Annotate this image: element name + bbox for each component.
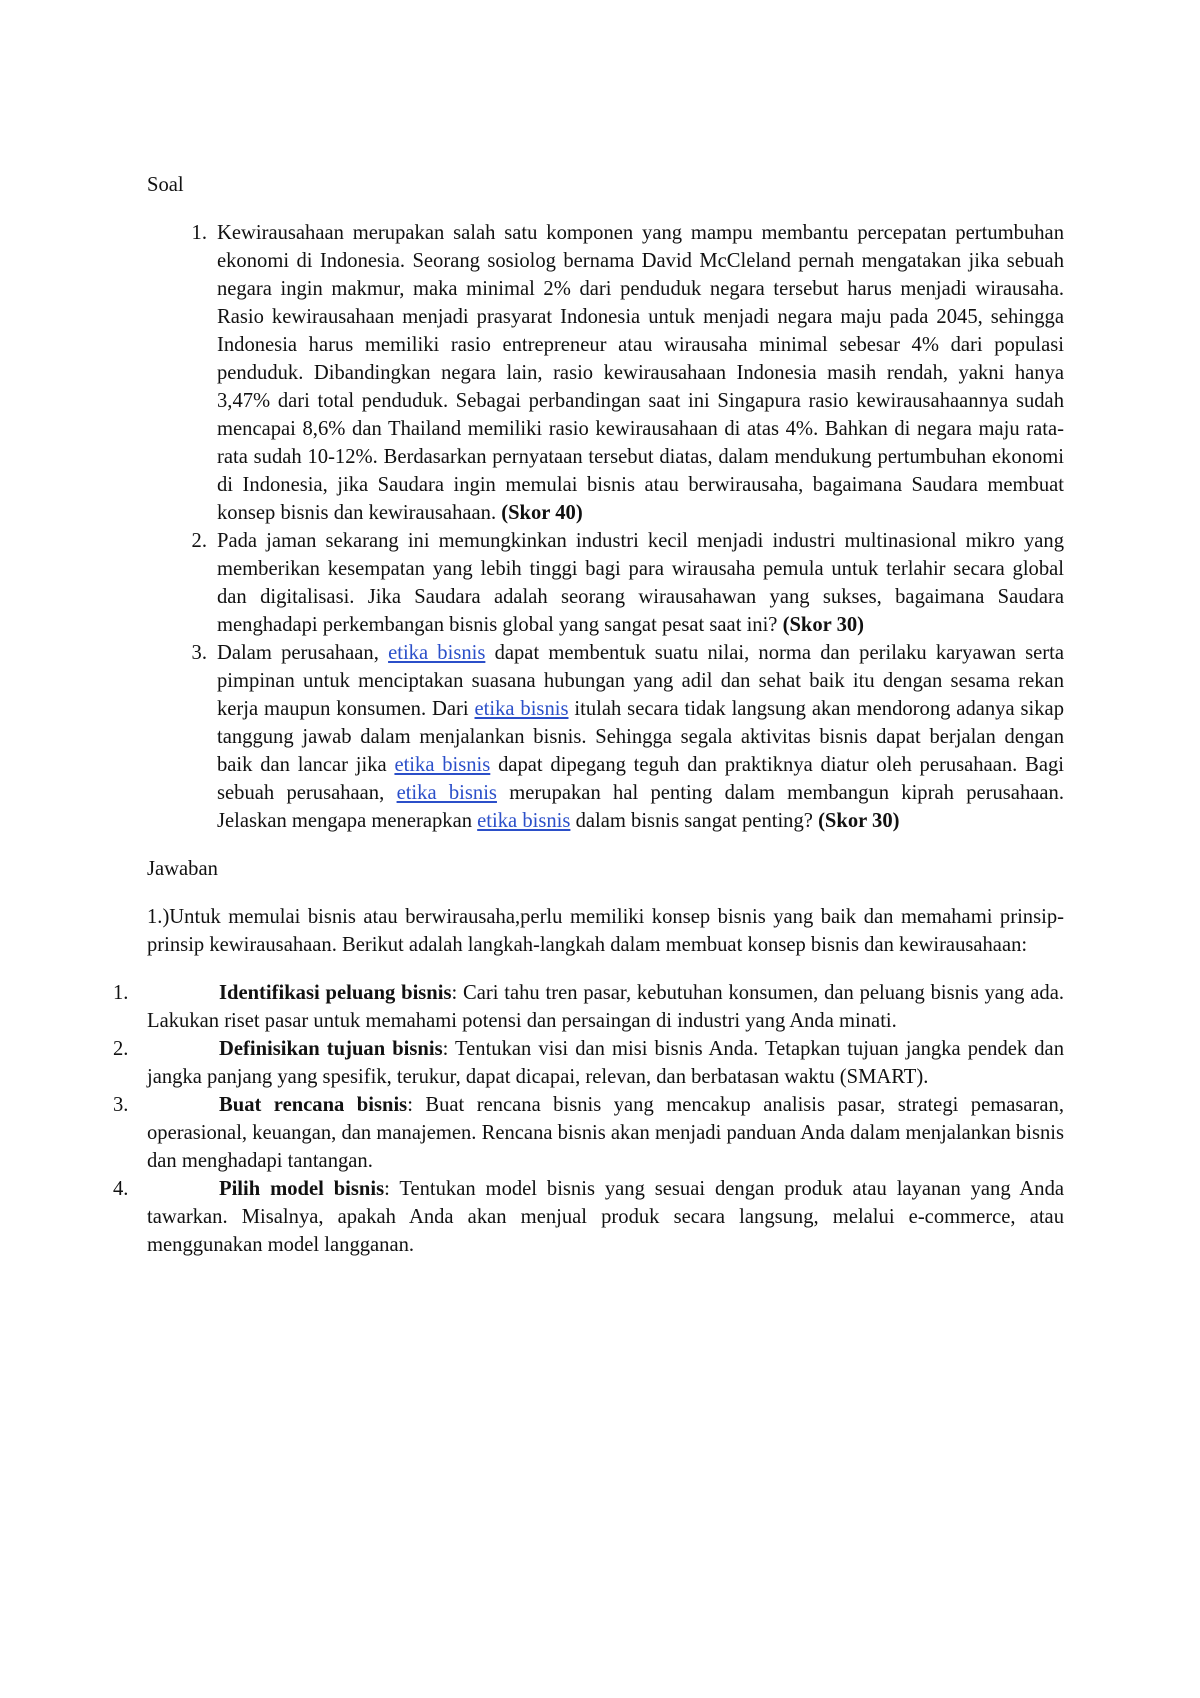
question-number: 2. xyxy=(191,530,207,552)
etika-bisnis-link[interactable]: etika bisnis xyxy=(394,754,491,776)
etika-bisnis-link[interactable]: etika bisnis xyxy=(477,810,571,832)
question-score: (Skor 40) xyxy=(501,502,583,524)
question-text: Kewirausahaan merupakan salah satu komponen yang mampu membantu percepatan pertumbuhan ekonomi di Indonesia. Seorang sosiolog bernama David McCleland pernah mengatakan jika sebuah negara ingin makmur, maka minimal 2% dari penduduk negara tersebut harus menjadi wirausaha. Rasio kewirausahaan menjadi prasyarat Indonesia untuk menjadi negara maju pada 2045, sehingga Indonesia harus memiliki rasio entrepreneur atau wirausaha minimal sebesar 4% dari populasi penduduk. Dibandingkan negara lain, rasio kewirausahaan Indonesia masih rendah, yakni hanya 3,47% dari total penduduk. Sebagai perbandingan saat ini Singapura rasio kewirausahaannya sudah mencapai 8,6% dan Thailand memiliki rasio kewirausahaan di atas 4%. Bahkan di negara maju rata-rata sudah 10-12%. Berdasarkan pernyataan tersebut diatas, dalam mendukung pertumbuhan ekonomi di Indonesia, jika Saudara ingin memulai bisnis atau berwirausaha, bagaimana Saudara membuat konsep bisnis dan kewirausahaan. xyxy=(217,222,1064,524)
step-body: : Tentukan visi dan misi bisnis Anda. Tetapkan tujuan jangka pendek dan jangka panjang yang spesifik, terukur, dapat dicapai, relevan, dan berbatasan waktu (SMART). xyxy=(147,1038,1064,1088)
question-text: dapat membentuk suatu nilai, norma dan perilaku karyawan serta pimpinan untuk menciptakan suasana hubungan yang adil dan sehat baik itu dengan sesama rekan kerja maupun konsumen. Dari xyxy=(217,642,1064,720)
question-text: itulah secara tidak langsung akan mendorong adanya sikap tanggung jawab dalam menjalankan bisnis. Sehingga segala aktivitas bisnis dapat berjalan dengan baik dan lancar jika xyxy=(217,698,1064,776)
question-text: dalam bisnis sangat penting? xyxy=(570,810,819,832)
answer-step-4 xyxy=(113,1175,1065,1259)
etika-bisnis-link[interactable]: etika bisnis xyxy=(388,642,486,664)
step-body: : Cari tahu tren pasar, kebutuhan konsumen, dan peluang bisnis yang ada. Lakukan riset pasar untuk memahami potensi dan persaingan di industri yang Anda minati. xyxy=(147,982,1064,1032)
question-text: Pada jaman sekarang ini memungkinkan industri kecil menjadi industri multinasional mikro yang memberikan kesempatan yang lebih tinggi bagi para wirausaha pemula untuk terlahir secara global dan digitalisasi. Jika Saudara adalah seorang wirausahawan yang sukses, bagaimana Saudara menghadapi perkembangan bisnis global yang sangat pesat saat ini? xyxy=(217,530,1064,636)
question-text: merupakan hal penting dalam membangun kiprah perusahaan. Jelaskan mengapa menerapkan xyxy=(217,782,1064,832)
step-title: Pilih model bisnis xyxy=(219,1178,385,1200)
soal-heading: Soal xyxy=(147,174,184,196)
step-number: 4. xyxy=(113,1178,129,1200)
question-text: Dalam perusahaan, xyxy=(217,642,389,664)
question-score: (Skor 30) xyxy=(782,614,865,636)
question-number: 3. xyxy=(191,642,207,664)
step-body: : Buat rencana bisnis yang mencakup analisis pasar, strategi pemasaran, operasional, keuangan, dan manajemen. Rencana bisnis akan menjadi panduan Anda dalam menjalankan bisnis dan menghadapi tantangan. xyxy=(147,1094,1064,1172)
question-3 xyxy=(147,639,1064,835)
question-1 xyxy=(147,219,1064,527)
step-number: 3. xyxy=(113,1094,129,1116)
jawaban-heading: Jawaban xyxy=(147,858,218,880)
etika-bisnis-link[interactable]: etika bisnis xyxy=(396,782,497,804)
question-list xyxy=(147,219,1064,835)
etika-bisnis-link[interactable]: etika bisnis xyxy=(474,698,569,720)
answer-steps xyxy=(113,979,1065,1259)
step-body: : Tentukan model bisnis yang sesuai dengan produk atau layanan yang Anda tawarkan. Misalnya, apakah Anda akan menjual produk secara langsung, melalui e-commerce, atau menggunakan model langganan. xyxy=(147,1178,1065,1256)
question-2 xyxy=(147,527,1064,639)
step-title: Buat rencana bisnis xyxy=(219,1094,408,1116)
question-number: 1. xyxy=(191,222,207,244)
step-title: Identifikasi peluang bisnis xyxy=(219,982,452,1004)
answer-intro: 1.)Untuk memulai bisnis atau berwirausaha,perlu memiliki konsep bisnis yang baik dan memahami prinsip-prinsip kewirausahaan. Berikut adalah langkah-langkah dalam membuat konsep bisnis dan kewirausahaan: xyxy=(147,906,1064,956)
document-page xyxy=(113,171,1065,1259)
answer-step-3 xyxy=(113,1091,1064,1175)
answer-step-2 xyxy=(113,1035,1064,1091)
question-score: (Skor 30) xyxy=(818,810,900,832)
step-number: 2. xyxy=(113,1038,129,1060)
question-text: dapat dipegang teguh dan praktiknya diatur oleh perusahaan. Bagi sebuah perusahaan, xyxy=(217,754,1064,804)
step-number: 1. xyxy=(113,982,129,1004)
step-title: Definisikan tujuan bisnis xyxy=(219,1038,443,1060)
answer-step-1 xyxy=(113,979,1064,1035)
